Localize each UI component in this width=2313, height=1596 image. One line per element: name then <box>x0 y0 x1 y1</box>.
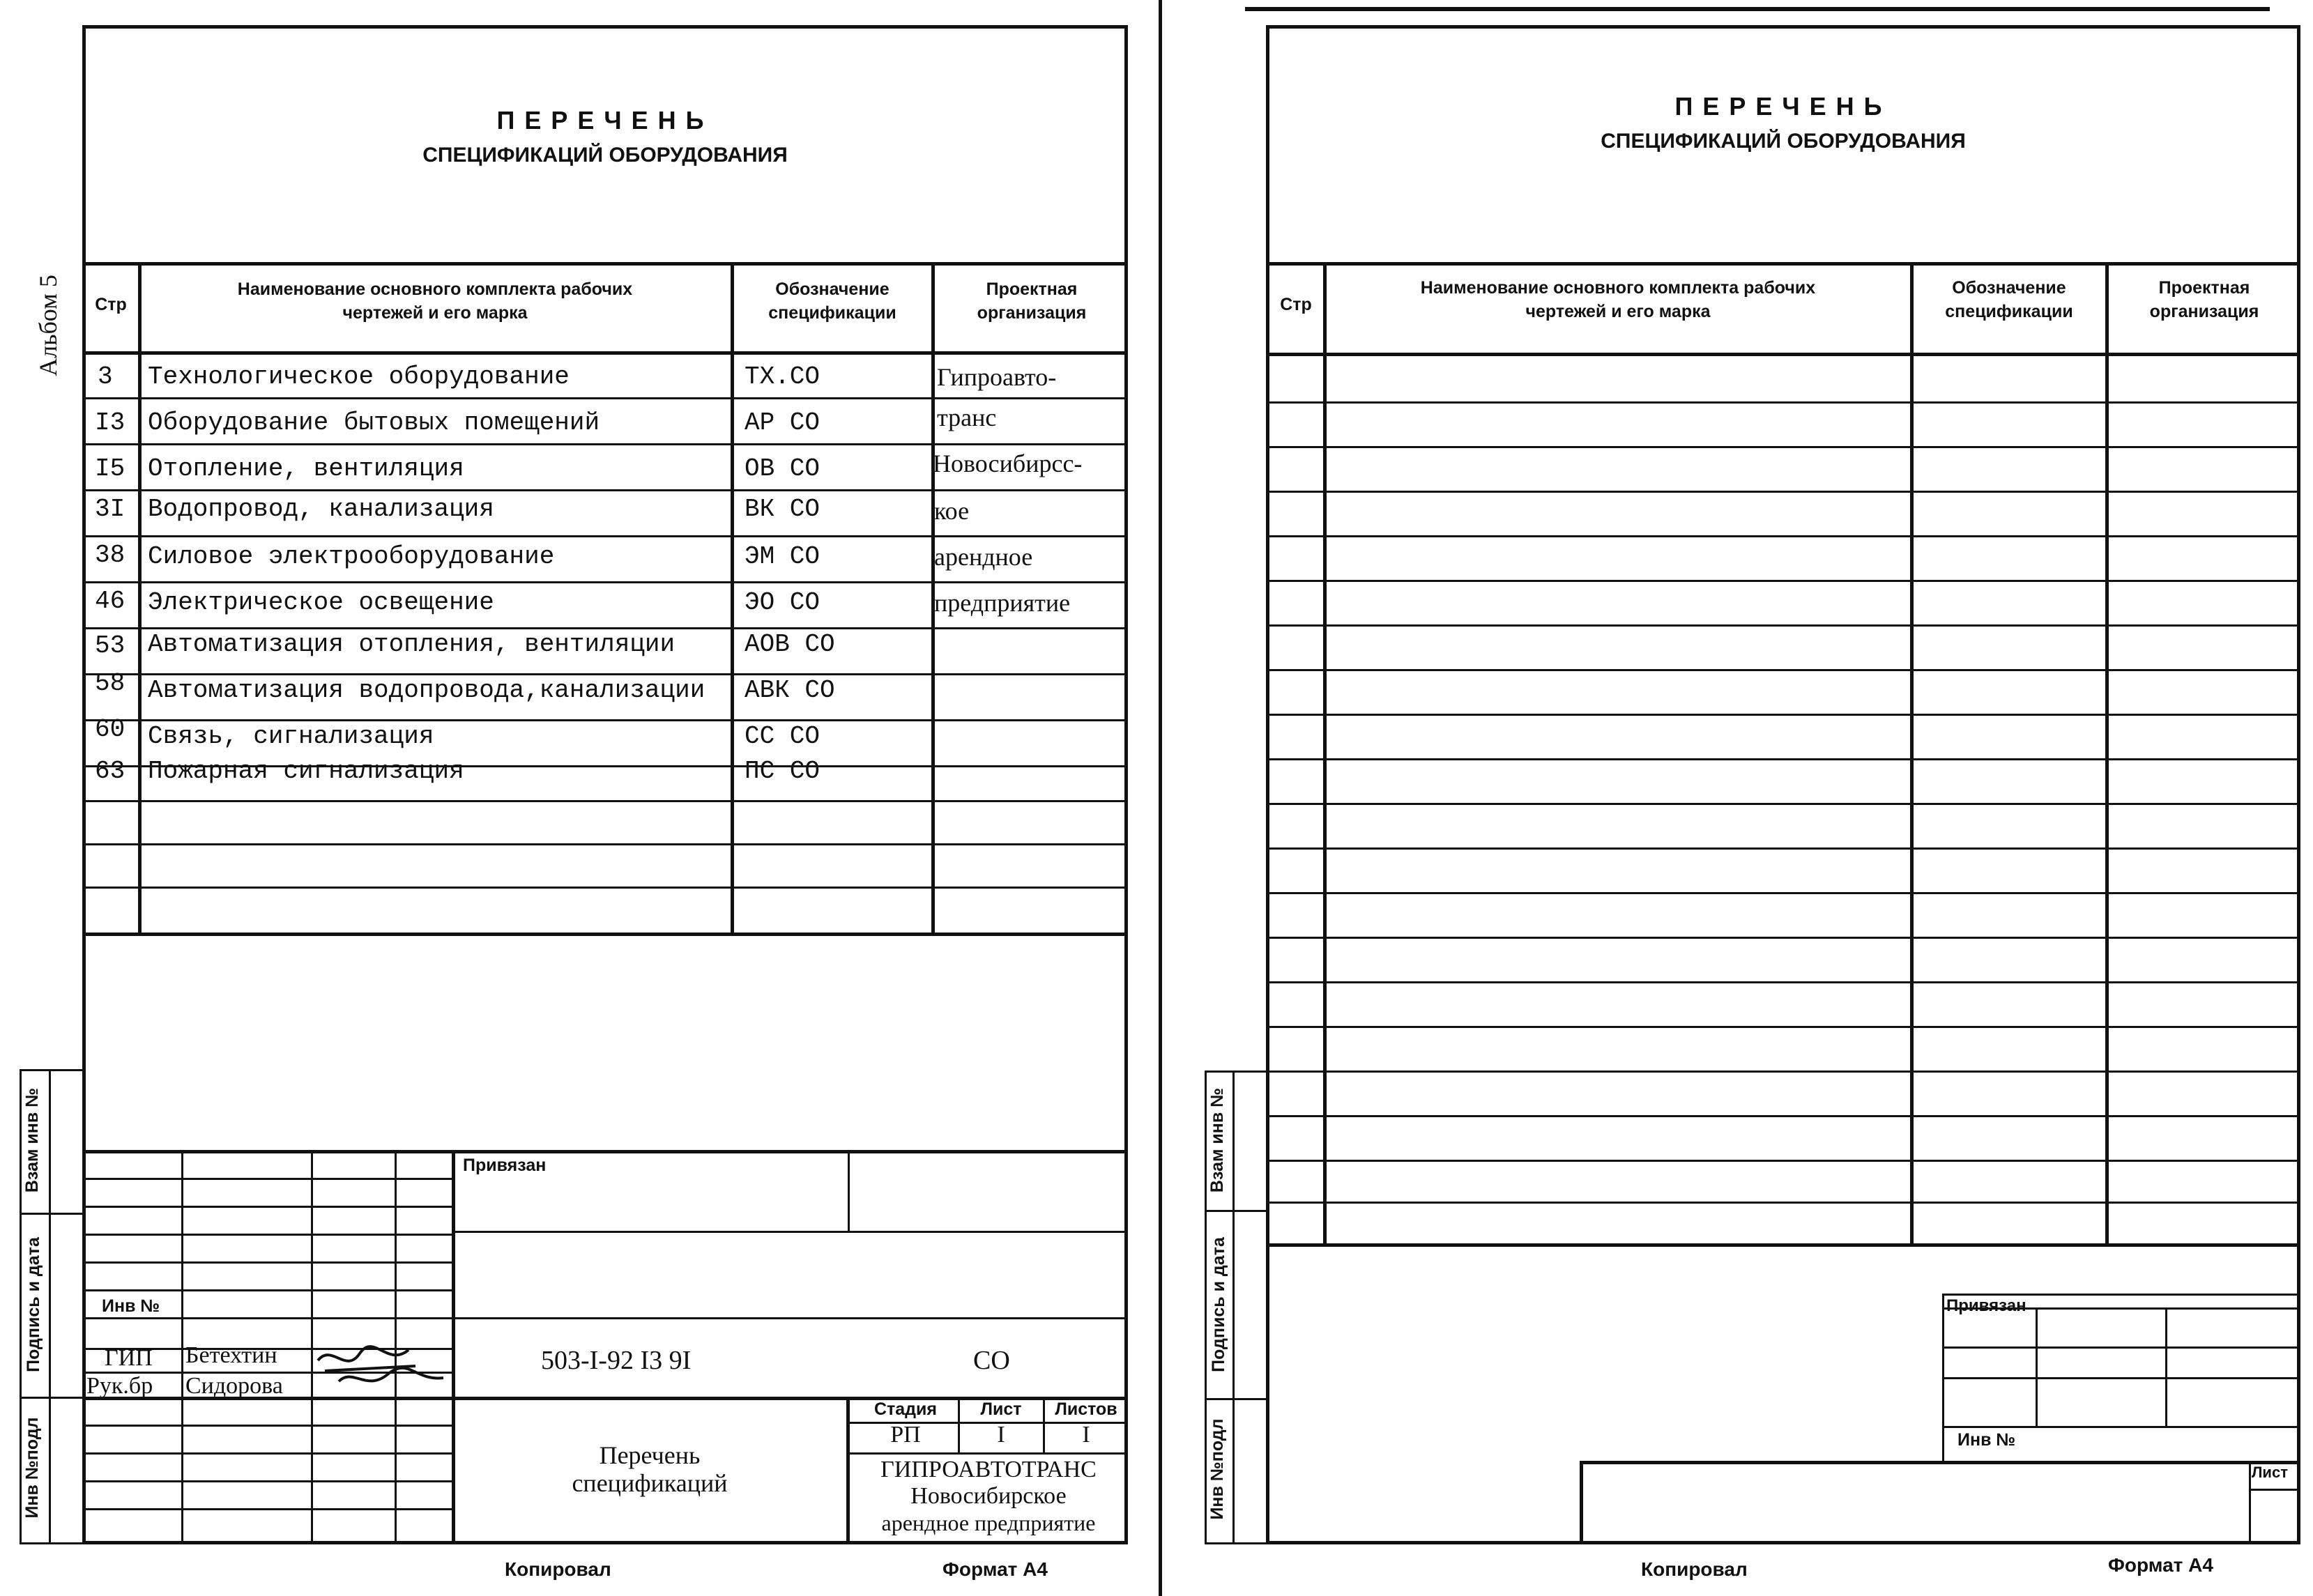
left-header-designation: Обозначение спецификации <box>768 279 896 323</box>
row-name: Силовое электрооборудование <box>148 542 555 571</box>
left-subtitle: СПЕЦИФИКАЦИЙ ОБОРУДОВАНИЯ <box>422 144 788 167</box>
sheet-label: Лист <box>980 1399 1022 1419</box>
right-side-signature-date: Подпись и дата <box>1209 1237 1228 1372</box>
right-header-organization: Проектная организация <box>2149 278 2259 321</box>
row-page: 60 <box>95 715 125 744</box>
row-code: ОВ СО <box>745 454 820 483</box>
left-title: ПЕРЕЧЕНЬ <box>496 106 714 135</box>
row-name: Автоматизация отопления, вентиляции <box>148 630 675 659</box>
gip-role: ГИП <box>105 1345 153 1371</box>
left-stamp-org: ГИПРОАВТОТРАНС Новосибирское арендное предприятие <box>880 1457 1097 1535</box>
right-stamp-bound: Привязан <box>1946 1296 2026 1315</box>
left-footer-copied: Копировал <box>505 1558 611 1580</box>
right-stamp-inv: Инв № <box>1957 1430 2016 1450</box>
row-page: 3I <box>95 495 125 523</box>
row-page: 38 <box>95 541 125 569</box>
doc-title: Перечень спецификаций <box>572 1441 728 1497</box>
row-name: Водопровод, канализация <box>148 495 494 523</box>
right-stamp-sheet: Лист <box>2252 1464 2288 1481</box>
right-header-designation: Обозначение спецификации <box>1945 278 2073 321</box>
stage-value: РП <box>890 1422 921 1448</box>
row-code: ПС СО <box>745 757 820 785</box>
album-label: Альбом 5 <box>34 275 62 376</box>
right-footer-copied: Копировал <box>1641 1558 1748 1580</box>
stage-label: Стадия <box>873 1399 938 1419</box>
row-page: I3 <box>95 408 125 437</box>
right-header-name: Наименование основного комплекта рабочих чертежей и его марка <box>1420 278 1816 321</box>
sheet-divider <box>1159 0 1162 1596</box>
right-subtitle: СПЕЦИФИКАЦИЙ ОБОРУДОВАНИЯ <box>1601 130 1966 153</box>
right-bottom-block <box>1580 1461 2300 1544</box>
right-frame <box>1266 25 2300 1544</box>
row-code: АР СО <box>745 408 820 437</box>
row-org: транс <box>937 404 997 431</box>
row-page: 46 <box>95 587 125 615</box>
right-side-inv-original: Инв №подл <box>1207 1418 1227 1520</box>
left-footer-format: Формат А4 <box>942 1558 1048 1580</box>
row-name: Автоматизация водопровода,канализации <box>148 676 705 705</box>
row-code: АОВ СО <box>745 630 835 659</box>
signature-mark <box>311 1340 450 1402</box>
row-code: ЭМ СО <box>745 542 820 571</box>
row-name: Связь, сигнализация <box>148 722 434 751</box>
row-code: ВК СО <box>745 495 820 523</box>
row-code: АВК СО <box>745 676 835 705</box>
right-title: ПЕРЕЧЕНЬ <box>1674 92 1892 121</box>
row-name: Электрическое освещение <box>148 588 494 617</box>
doc-code: 503-I-92 I3 9I <box>541 1346 692 1375</box>
side-replace-inv: Взам инв № <box>22 1087 42 1193</box>
row-page: 53 <box>95 631 125 660</box>
side-signature-date: Подпись и дата <box>24 1237 43 1372</box>
left-header-name: Наименование основного комплекта рабочих чертежей и его марка <box>237 279 633 323</box>
row-org: Гипроавто- <box>937 363 1057 391</box>
right-side-replace-inv: Взам инв № <box>1207 1087 1227 1193</box>
row-name: Технологическое оборудование <box>148 362 570 391</box>
row-org: кое <box>934 497 970 525</box>
row-page: 63 <box>95 757 125 785</box>
row-page: I5 <box>95 454 125 483</box>
row-page: 58 <box>95 669 125 698</box>
row-page: 3 <box>98 362 113 391</box>
sheets-label: Листов <box>1055 1399 1117 1419</box>
row-org: арендное <box>934 543 1033 571</box>
right-header-page: Стр <box>1280 295 1312 314</box>
row-org: предприятие <box>934 589 1071 617</box>
row-name: Отопление, вентиляция <box>148 454 464 483</box>
row-code: ЭО СО <box>745 588 820 617</box>
left-header-organization: Проектная организация <box>977 279 1087 323</box>
row-name: Оборудование бытовых помещений <box>148 408 600 437</box>
sheets-value: I <box>1082 1422 1090 1448</box>
sheet-value: I <box>997 1422 1005 1448</box>
left-stamp-bound: Привязан <box>463 1156 547 1175</box>
row-code: СС СО <box>745 722 820 751</box>
row-code: ТХ.СО <box>745 362 820 391</box>
doc-mark: СО <box>973 1346 1010 1375</box>
row-org: Новосибирсс- <box>933 450 1083 477</box>
right-footer-format: Формат А4 <box>2108 1554 2213 1576</box>
head-name: Сидорова <box>185 1373 283 1399</box>
left-header-page: Стр <box>95 295 127 314</box>
gip-name: Бетехтин <box>185 1342 277 1368</box>
head-role: Рук.бр <box>86 1373 153 1399</box>
row-name: Пожарная сигнализация <box>148 757 464 785</box>
left-stamp-inv: Инв № <box>102 1296 160 1316</box>
side-inv-original: Инв №подл <box>22 1417 42 1519</box>
